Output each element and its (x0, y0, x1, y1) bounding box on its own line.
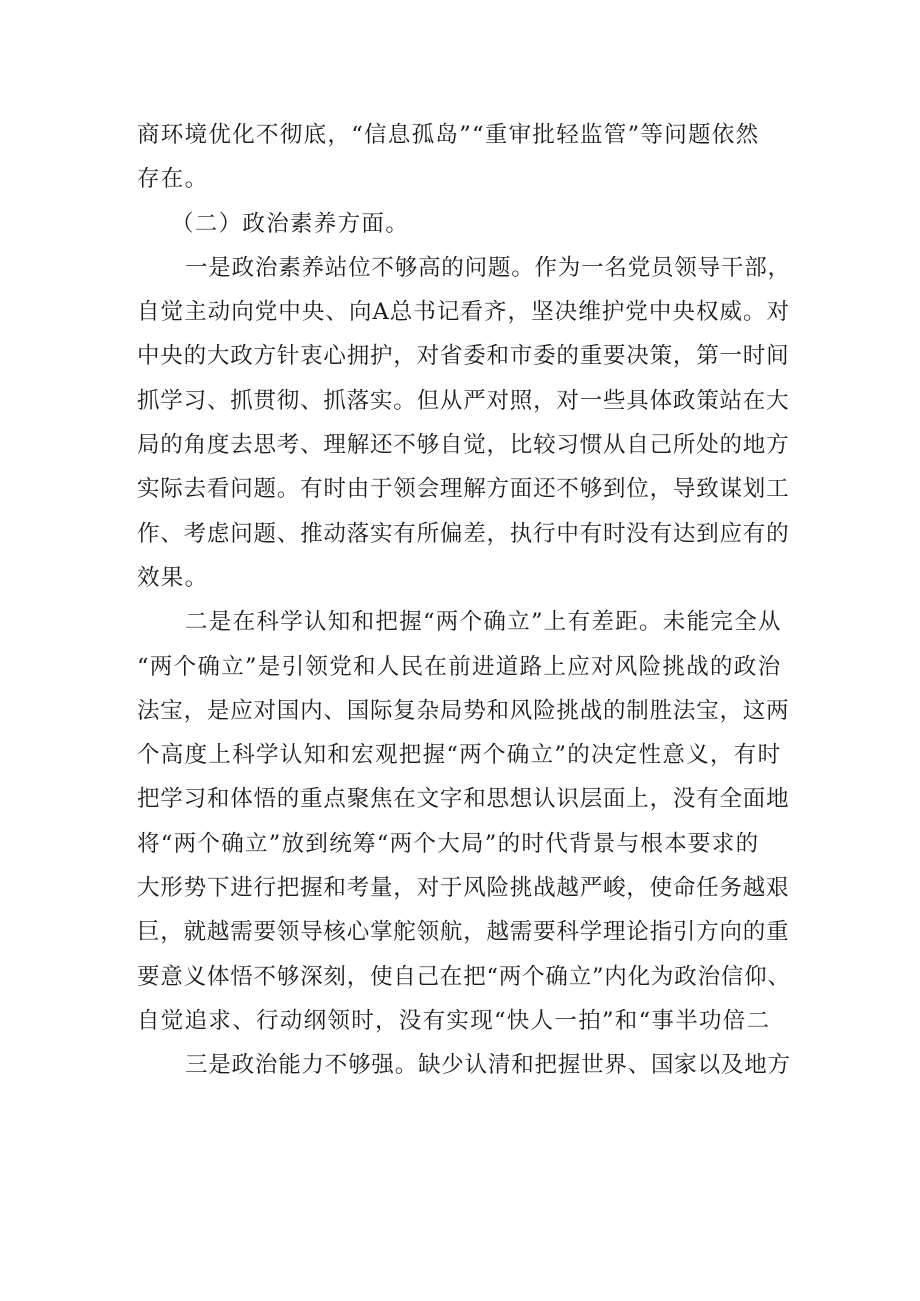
text-line: 商环境优化不彻底，“信息孤岛”“重审批轻监管”等问题依然 (137, 122, 760, 148)
text-line: 把学习和体悟的重点聚焦在文字和思想认识层面上，没有全面地 (137, 786, 790, 813)
text-line: 抓学习、抓贯彻、抓落实。但从严对照，对一些具体政策站在大 (137, 387, 790, 414)
text-line: 局的角度去思考、理解还不够自觉，比较习惯从自己所处的地方 (137, 432, 790, 459)
text-line: “两个确立”是引领党和人民在前进道路上应对风险挑战的政治 (137, 653, 782, 680)
paragraph-start: 一是政治素养站位不够高的问题。作为一名党员领导干部， (185, 254, 791, 281)
text-line: 个高度上科学认知和宏观把握“两个确立”的决定性意义，有时 (137, 742, 782, 769)
document-body (137, 113, 792, 1088)
text-line: 大形势下进行把握和考量，对于风险挑战越严峻，使命任务越艰 (137, 875, 790, 902)
text-line: 巨，就越需要领导核心掌舵领航，越需要科学理论指引方向的重 (137, 919, 790, 946)
text-line: 中央的大政方针衷心拥护，对省委和市委的重要决策，第一时间 (137, 343, 790, 370)
text-line: 效果。 (137, 564, 209, 591)
text-line: 作、考虑问题、推动落实有所偏差，执行中有时没有达到应有的 (137, 520, 790, 547)
paragraph-start: 三是政治能力不够强。缺少认清和把握世界、国家以及地方 (185, 1052, 791, 1079)
section-heading: （二）政治素养方面。 (171, 210, 410, 237)
text-line: 法宝，是应对国内、国际复杂局势和风险挑战的制胜法宝，这两 (137, 697, 790, 724)
text-line: 存在。 (137, 166, 209, 193)
text-line: 实际去看问题。有时由于领会理解方面还不够到位，导致谋划工 (137, 476, 790, 503)
text-line: 将“两个确立”放到统筹“两个大局”的时代背景与根本要求的 (137, 830, 760, 857)
text-line: 自觉追求、行动纲领时，没有实现“快人一拍”和“事半功倍二 (137, 1007, 771, 1034)
text-line: 自觉主动向党中央、向A总书记看齐，坚决维护党中央权威。对 (137, 299, 791, 326)
paragraph-start: 二是在科学认知和把握“两个确立”上有差距。未能完全从 (185, 609, 782, 636)
text-line: 要意义体悟不够深刻，使自己在把“两个确立”内化为政治信仰、 (137, 963, 791, 990)
